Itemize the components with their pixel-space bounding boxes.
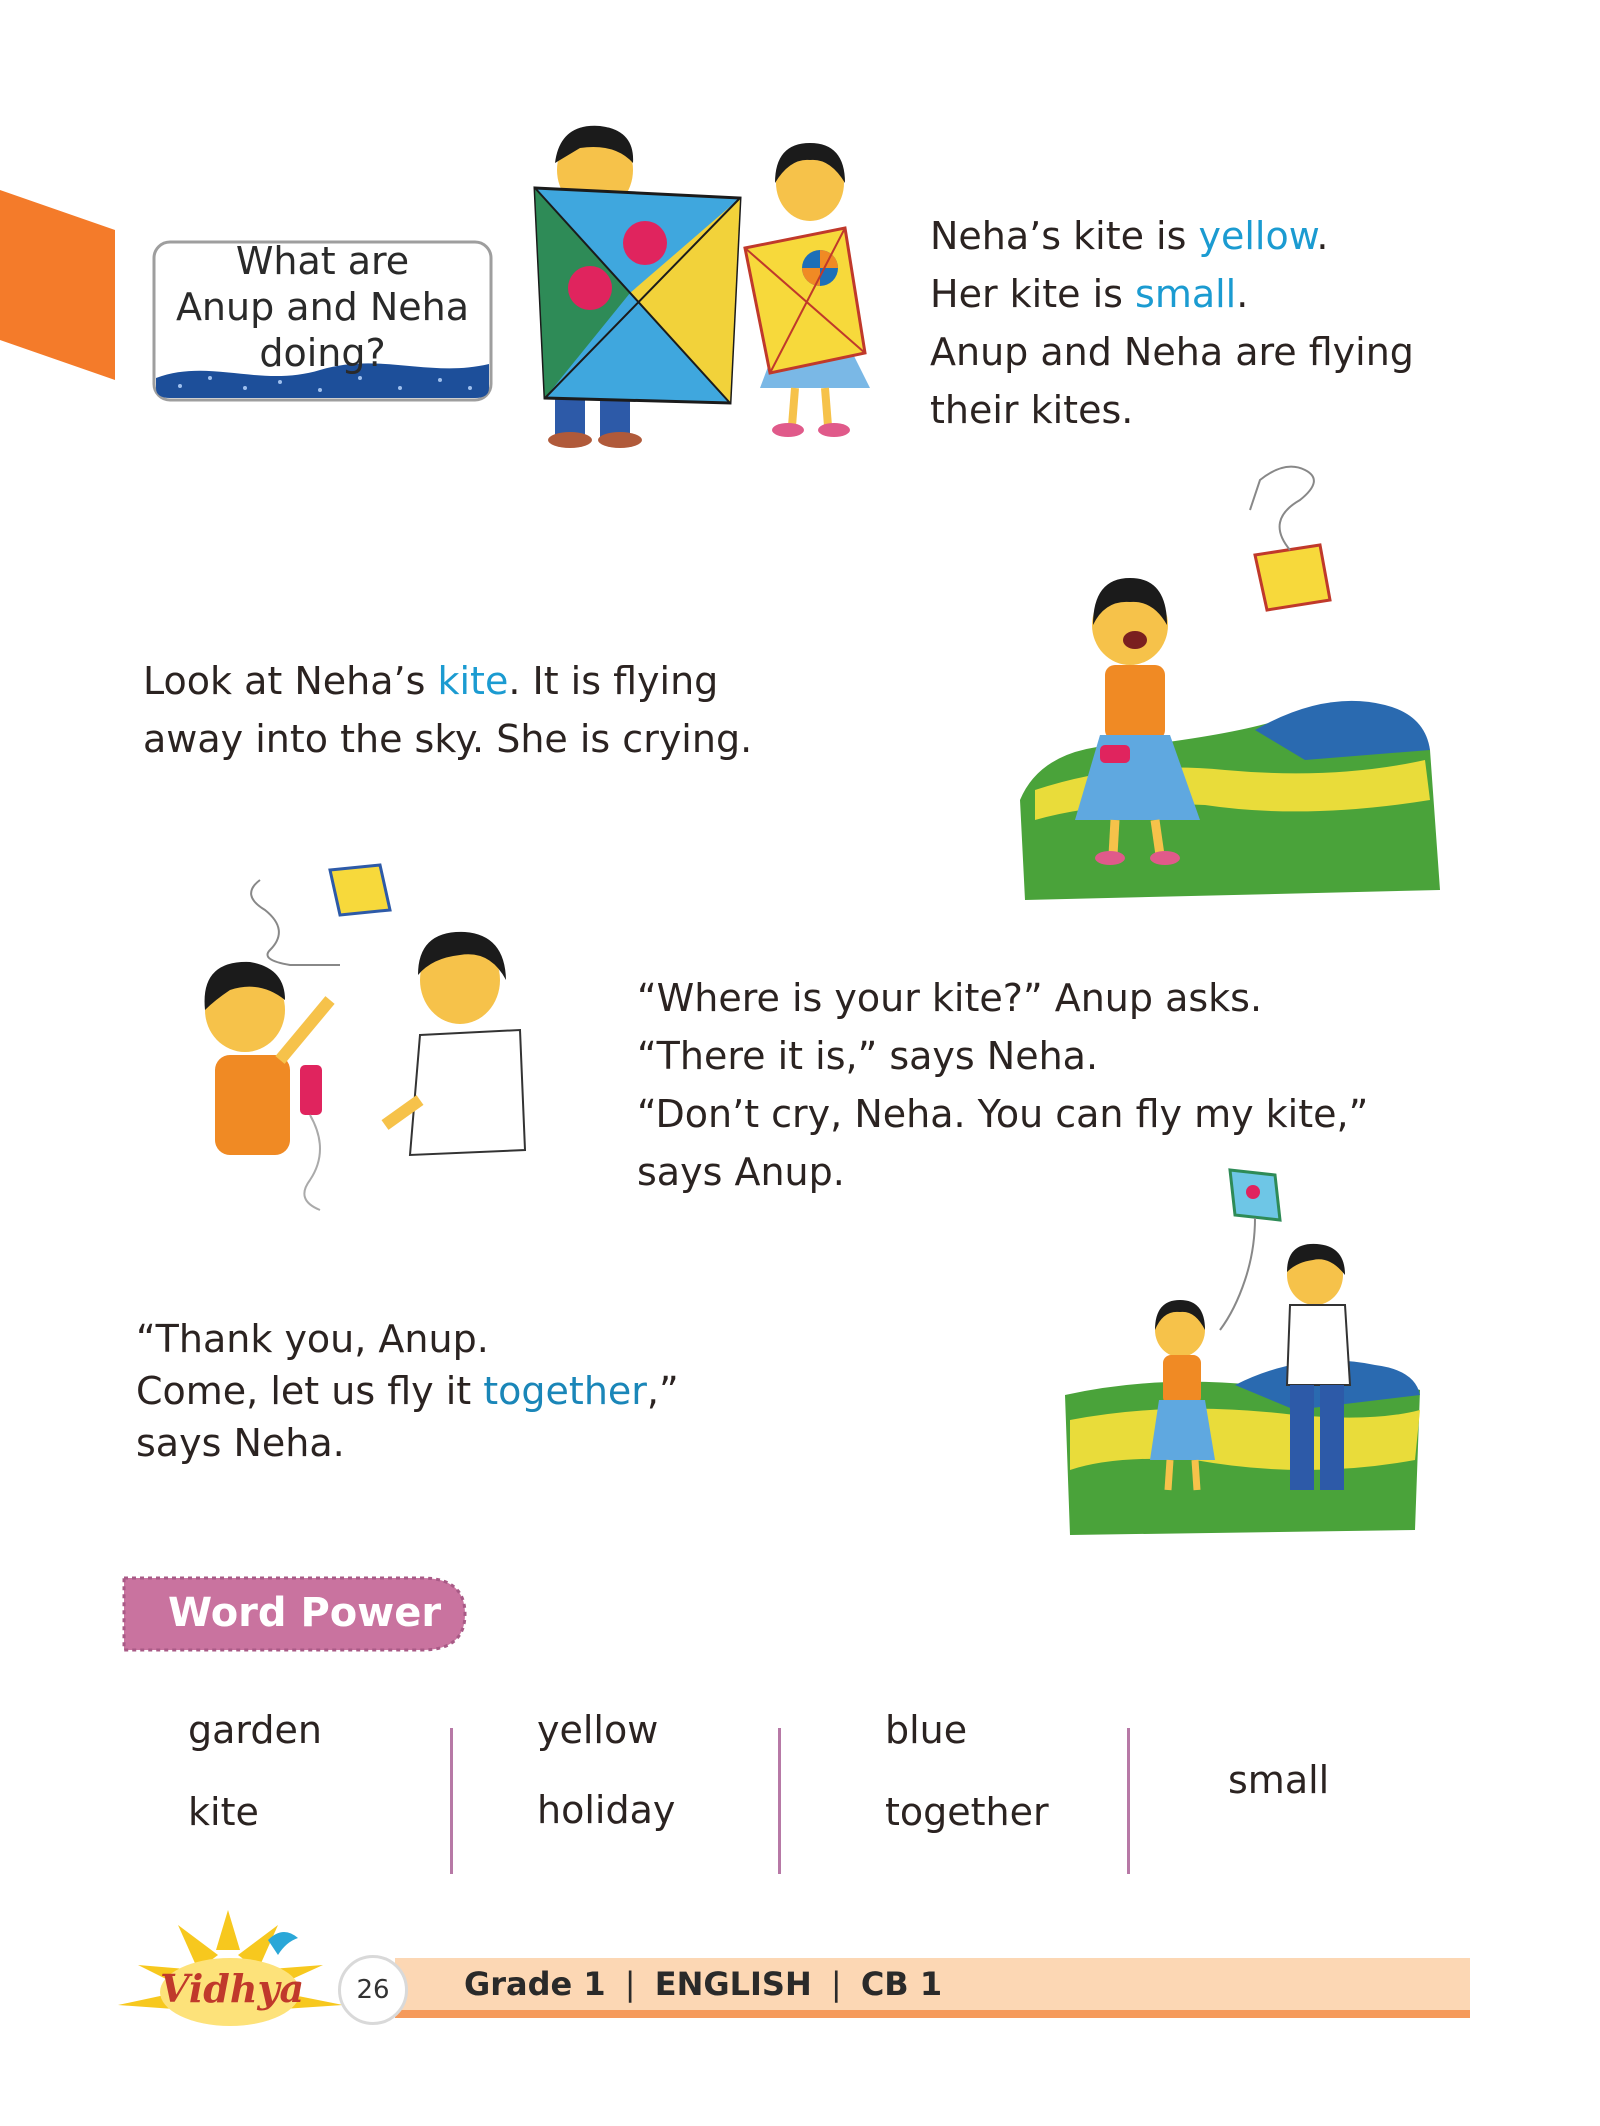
word-item: small	[1228, 1758, 1330, 1802]
story-line	[136, 1365, 679, 1417]
logo-text: Vidhya	[160, 1966, 305, 2011]
story-paragraph-2	[143, 652, 752, 768]
question-line: What are	[235, 239, 410, 283]
text: Come, let us fly it	[136, 1369, 484, 1413]
highlighted-word: small	[1135, 272, 1237, 316]
word-item: garden	[188, 1708, 322, 1752]
text: Her kite is	[930, 272, 1136, 316]
word-power-title: Word Power	[168, 1590, 442, 1636]
page-number: 26	[356, 1975, 390, 2005]
column-divider	[778, 1728, 781, 1874]
story-line: away into the sky. She is crying.	[143, 717, 753, 761]
word-item: holiday	[537, 1788, 676, 1832]
story-line: says Neha.	[136, 1421, 345, 1465]
story-line: says Anup.	[637, 1150, 845, 1194]
column-divider	[450, 1728, 453, 1874]
word-item: yellow	[537, 1708, 659, 1752]
text: . It is flying	[508, 659, 719, 703]
footer-underline	[395, 2010, 1470, 2018]
footer-grade: Grade 1	[464, 1965, 606, 2003]
column-divider	[1127, 1728, 1130, 1874]
story-line	[930, 207, 1414, 265]
story-line: “Don’t cry, Neha. You can fly my kite,”	[637, 1092, 1369, 1136]
story-line: “Where is your kite?” Anup asks.	[637, 976, 1263, 1020]
word-item: together	[885, 1790, 1049, 1834]
footer-separator: |	[624, 1965, 636, 2003]
text: Look at Neha’s	[143, 659, 438, 703]
crying-girl-illustration	[1005, 460, 1445, 900]
highlighted-word: yellow	[1198, 214, 1317, 258]
highlighted-word: kite	[437, 659, 509, 703]
story-paragraph-4	[136, 1313, 679, 1469]
story-line	[143, 652, 752, 710]
footer-subject: ENGLISH	[654, 1965, 812, 2003]
footer-book: CB 1	[860, 1965, 943, 2003]
story-line: “Thank you, Anup.	[136, 1317, 489, 1361]
question-line: Anup and Neha	[175, 285, 470, 329]
word-item: kite	[188, 1790, 259, 1834]
story-line: “There it is,” says Neha.	[637, 1034, 1099, 1078]
highlighted-word: together	[483, 1369, 647, 1413]
children-flying-kite-illustration	[1055, 1160, 1430, 1540]
story-line: their kites.	[930, 388, 1134, 432]
question-text	[160, 238, 485, 376]
footer-separator: |	[830, 1965, 842, 2003]
question-line: doing?	[259, 331, 386, 375]
text: Neha’s kite is	[930, 214, 1199, 258]
story-line	[930, 265, 1414, 323]
story-paragraph-1	[930, 207, 1414, 439]
story-line: Anup and Neha are flying	[930, 330, 1414, 374]
word-item: blue	[885, 1708, 968, 1752]
footer-title	[464, 1962, 942, 2006]
children-with-kites-illustration	[520, 118, 900, 453]
text: .	[1236, 272, 1249, 316]
text: .	[1316, 214, 1329, 258]
text: ,”	[646, 1369, 679, 1413]
girl-pointing-kite-illustration	[170, 850, 550, 1220]
corner-tab	[0, 190, 115, 380]
